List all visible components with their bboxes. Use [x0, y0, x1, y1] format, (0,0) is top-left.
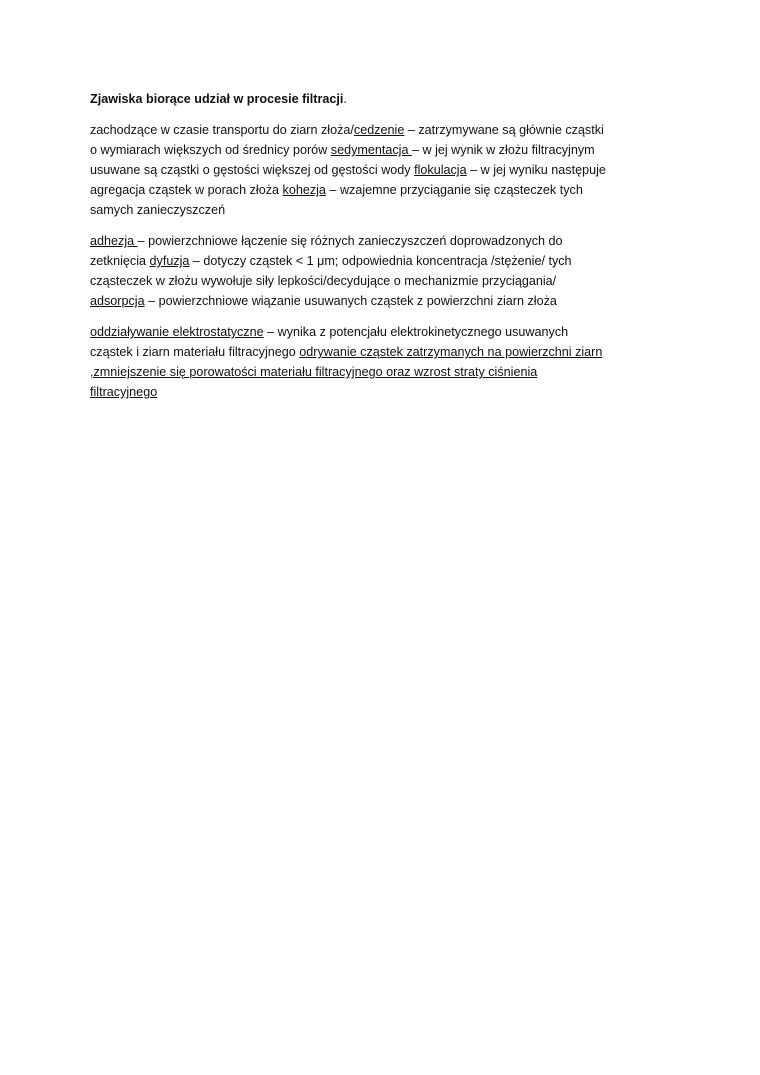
text-span: zetknięcia [90, 254, 150, 268]
text-span: agregacja cząstek w porach złoża [90, 183, 283, 197]
document-page [90, 89, 630, 413]
term-flokulacja: flokulacja [414, 163, 467, 177]
text-span: – dotyczy cząstek < 1 μm; odpowiednia koncentracja /stężenie/ tych [189, 254, 572, 268]
paragraph-2-line-4 [90, 291, 630, 311]
term-adhezja: adhezja [90, 234, 138, 248]
paragraph-3-line-3: ,zmniejszenie się porowatości materiału filtracyjnego oraz wzrost straty ciśnienia [90, 365, 538, 379]
term-oddzialywanie-elektrostatyczne: oddziaływanie elektrostatyczne [90, 325, 264, 339]
text-span: – wynika z potencjału elektrokinetycznego usuwanych [263, 325, 569, 339]
paragraph-1-line-3 [90, 160, 630, 180]
text-span: – w jej wyniku następuje [466, 163, 606, 177]
term-kohezja: kohezja [282, 183, 326, 197]
paragraph-1 [90, 120, 630, 220]
text-span: – w jej wynik w złożu filtracyjnym [411, 143, 595, 157]
text-span: – powierzchniowe wiązanie usuwanych cząstek z powierzchni ziarn złoża [144, 294, 557, 308]
paragraph-1-line-2 [90, 140, 630, 160]
paragraph-2-line-1 [90, 231, 630, 251]
paragraph-1-line-5: samych zanieczyszczeń [90, 203, 226, 217]
paragraph-3-line-2 [90, 342, 630, 362]
paragraph-3 [90, 322, 630, 402]
text-span: zachodzące w czasie transportu do ziarn złoża/ [90, 123, 354, 137]
title-period: . [343, 92, 347, 106]
term-adsorpcja: adsorpcja [90, 294, 145, 308]
text-span: usuwane są cząstki o gęstości większej od gęstości wody [90, 163, 415, 177]
term-sedymentacja: sedymentacja [330, 143, 412, 157]
paragraph-2-line-2 [90, 251, 630, 271]
text-span: – wzajemne przyciąganie się cząsteczek tych [325, 183, 583, 197]
text-span: cząstek i ziarn materiału filtracyjnego [90, 345, 300, 359]
text-span: – powierzchniowe łączenie się różnych zanieczyszczeń doprowadzonych do [137, 234, 563, 248]
document-title [90, 89, 630, 109]
term-dyfuzja: dyfuzja [149, 254, 190, 268]
paragraph-2-line-3: cząsteczek w złożu wywołuje siły lepkości/decydujące o mechanizmie przyciągania/ [90, 274, 557, 288]
paragraph-3-line-1 [90, 322, 630, 342]
paragraph-3-line-4: filtracyjnego [90, 385, 158, 399]
term-cedzenie: cedzenie [353, 123, 405, 137]
paragraph-1-line-4 [90, 180, 630, 200]
paragraph-1-line-1 [90, 120, 630, 140]
text-span: o wymiarach większych od średnicy porów [90, 143, 331, 157]
text-span: – zatrzymywane są głównie cząstki [404, 123, 604, 137]
paragraph-2 [90, 231, 630, 311]
term-odrywanie-czastek: odrywanie cząstek zatrzymanych na powierzchni ziarn [299, 345, 603, 359]
title-text: Zjawiska biorące udział w procesie filtracji [90, 92, 344, 106]
